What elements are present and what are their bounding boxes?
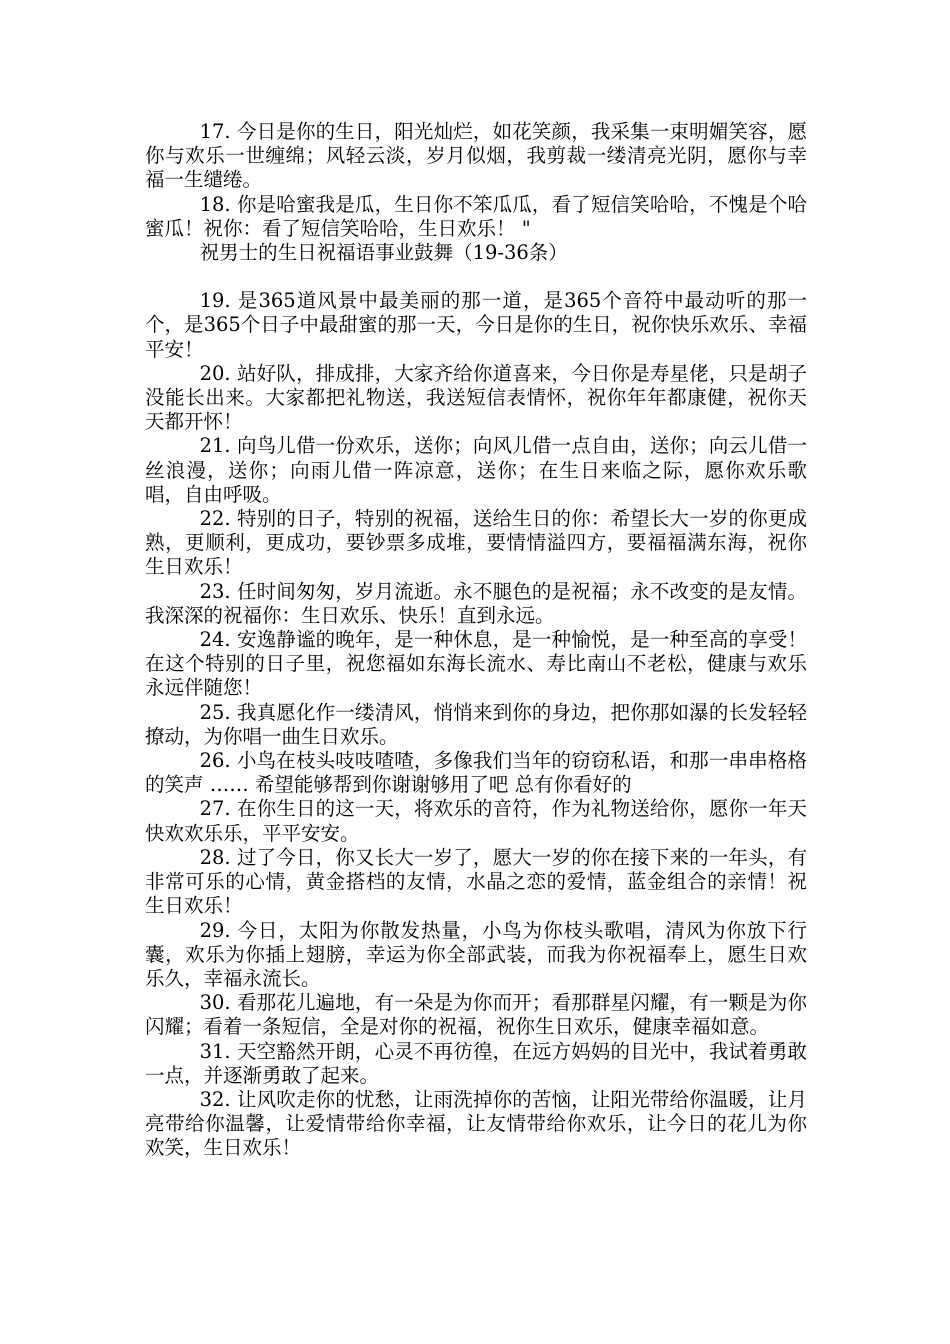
paragraph-30: 30. 看那花儿遍地，有一朵是为你而开；看那群星闪耀，有一颗是为你闪耀；看着一条短信，全是对你的祝福，祝你生日欢乐，健康幸福如意。	[145, 991, 807, 1039]
paragraph-20: 20. 站好队，排成排，大家齐给你道喜来，今日你是寿星佬，只是胡子没能长出来。大家都把礼物送，我送短信表情怀，祝你年年都康健，祝你天天都开怀！	[145, 361, 807, 434]
paragraph-21: 21. 向鸟儿借一份欢乐，送你；向风儿借一点自由，送你；向云儿借一丝浪漫，送你；向雨儿借一阵凉意，送你；在生日来临之际，愿你欢乐歌唱，自由呼吸。	[145, 434, 807, 506]
paragraph-26: 26. 小鸟在枝头吱吱喳喳，多像我们当年的窃窃私语，和那一串串格格的笑声 …… 希望能够帮到你谢谢够用了吧 总有你看好的	[145, 749, 807, 797]
paragraph-32: 32. 让风吹走你的忧愁，让雨洗掉你的苦恼，让阳光带给你温暖，让月亮带给你温馨，让爱情带给你幸福，让友情带给你欢乐，让今日的花儿为你欢笑，生日欢乐！	[145, 1087, 807, 1160]
paragraph-23: 23. 任时间匆匆，岁月流逝。永不腿色的是祝福；永不改变的是友情。我深深的祝福你：生日欢乐、快乐！直到永远。	[145, 579, 807, 627]
document-page	[145, 120, 807, 1161]
paragraph-29: 29. 今日，太阳为你散发热量，小鸟为你枝头歌唱，清风为你放下行囊，欢乐为你插上翅膀，幸运为你全部武装，而我为你祝福奉上，愿生日欢乐久，幸福永流长。	[145, 918, 807, 990]
paragraph-28: 28. 过了今日，你又长大一岁了，愿大一岁的你在接下来的一年头，有非常可乐的心情，黄金搭档的友情，水晶之恋的爱情，蓝金组合的亲情！祝生日欢乐！	[145, 845, 807, 918]
paragraph-17: 17. 今日是你的生日，阳光灿烂，如花笑颜，我采集一束明媚笑容，愿你与欢乐一世缠绵；风轻云淡，岁月似烟，我剪裁一缕清亮光阴，愿你与幸福一生缱绻。	[145, 120, 807, 192]
paragraph-18: 18. 你是哈蜜我是瓜，生日你不笨瓜瓜，看了短信笑哈哈，不愧是个哈蜜瓜！祝你：看了短信笑哈哈，生日欢乐！ "	[145, 192, 807, 240]
section-heading: 祝男士的生日祝福语事业鼓舞（19-36条）	[199, 241, 568, 265]
paragraph-25: 25. 我真愿化作一缕清风，悄悄来到你的身边，把你那如瀑的长发轻轻撩动，为你唱一曲生日欢乐。	[145, 700, 807, 748]
paragraph-19: 19. 是365道风景中最美丽的那一道，是365个音符中最动听的那一个，是365个日子中最甜蜜的那一天，今日是你的生日，祝你快乐欢乐、幸福平安！	[145, 289, 807, 361]
paragraph-27: 27. 在你生日的这一天，将欢乐的音符，作为礼物送给你，愿你一年天快欢欢乐乐，平平安安。	[145, 797, 807, 845]
paragraph-22: 22. 特别的日子，特别的祝福，送给生日的你：希望长大一岁的你更成熟，更顺利，更成功，要钞票多成堆，要情情溢四方，要福福满东海，祝你生日欢乐！	[145, 507, 807, 579]
blank-line	[145, 265, 807, 289]
paragraph-31: 31. 天空豁然开朗，心灵不再彷徨，在远方妈妈的目光中，我试着勇敢一点，并逐渐勇敢了起来。	[145, 1039, 807, 1087]
paragraph-24: 24. 安逸静谧的晚年，是一种休息，是一种愉悦，是一种至高的享受！在这个特别的日子里，祝您福如东海长流水、寿比南山不老松，健康与欢乐永远伴随您！	[145, 628, 807, 700]
